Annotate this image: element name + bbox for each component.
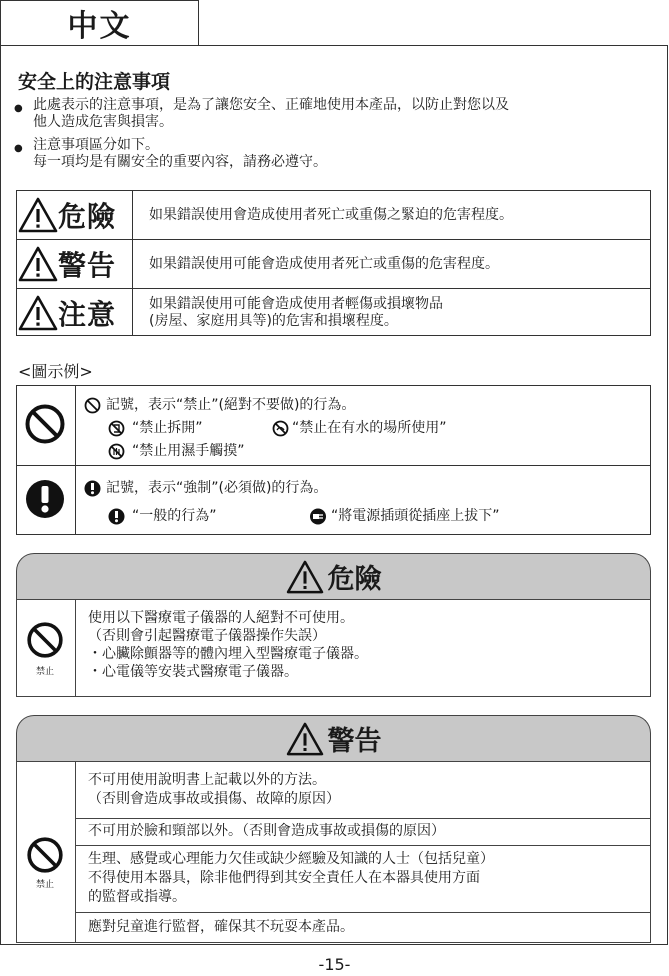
unplug-icon bbox=[309, 508, 327, 525]
warning-row-2: 不可用於臉和頸部以外。（否則會造成事故或損傷的原因） bbox=[88, 823, 445, 839]
no-water-icon bbox=[272, 420, 289, 437]
level-caution-label: 注意 bbox=[18, 291, 116, 335]
intro-text-1: 此處表示的注意事項，是為了讓您安全、正確地使用本產品，以防止對您以及 他人造成危害與損害。 bbox=[33, 97, 509, 130]
warning-triangle-icon bbox=[18, 246, 58, 282]
intro-bullet-2: ● bbox=[14, 143, 23, 154]
warning-row-1: 不可用使用說明書上記載以外的方法。 （否則會造成事故或損傷、故障的原因） bbox=[88, 772, 340, 807]
legend-mandatory-ex2: “將電源插頭從插座上拔下” bbox=[331, 508, 500, 524]
mandatory-icon bbox=[25, 479, 65, 519]
prohibit-icon bbox=[26, 621, 64, 659]
warning-header: 警告 bbox=[16, 715, 651, 761]
legend-title: <圖示例> bbox=[18, 362, 93, 381]
warning-row-4: 應對兒童進行監督，確保其不玩耍本產品。 bbox=[88, 919, 354, 935]
intro-bullet-1: ● bbox=[14, 103, 23, 114]
prohibit-icon bbox=[24, 403, 66, 445]
level-danger-label: 危險 bbox=[18, 193, 116, 237]
warning-row-3: 生理、感覺或心理能力欠佳或缺少經驗及知識的人士（包括兒童） 不得使用本器具，除非他們得到其安全責任人在本器具使用方面 的監督或指導。 bbox=[88, 851, 494, 905]
no-wet-hands-icon bbox=[108, 443, 125, 460]
language-tab-label: 中文 bbox=[67, 9, 132, 44]
level-warning-desc: 如果錯誤使用可能會造成使用者死亡或重傷的危害程度。 bbox=[149, 256, 499, 272]
level-caution-desc: 如果錯誤使用可能會造成使用者輕傷或損壞物品 (房屋、家庭用具等)的危害和損壞程度。 bbox=[149, 296, 443, 329]
page-number: -15- bbox=[318, 955, 351, 974]
legend-prohibit-ex1: “禁止拆開” bbox=[132, 420, 203, 436]
danger-header: 危險 bbox=[16, 553, 651, 599]
warning-icon-label: 禁止 bbox=[36, 880, 55, 890]
danger-icon-label: 禁止 bbox=[36, 667, 55, 677]
intro-text-2: 注意事項區分如下。 每一項均是有關安全的重要內容，請務必遵守。 bbox=[33, 137, 327, 170]
mandatory-small-icon bbox=[84, 480, 101, 497]
warning-triangle-icon bbox=[286, 560, 324, 594]
legend-mandatory-text: 記號，表示“強制”(必須做)的行為。 bbox=[106, 480, 328, 496]
section-title: 安全上的注意事項 bbox=[18, 71, 171, 93]
warning-triangle-icon bbox=[18, 197, 58, 233]
prohibit-icon bbox=[26, 836, 64, 874]
legend-prohibit-ex3: “禁止用濕手觸摸” bbox=[132, 443, 245, 459]
warning-triangle-icon bbox=[18, 295, 58, 331]
language-tab bbox=[0, 0, 199, 46]
danger-text: 使用以下醫療電子儀器的人絕對不可使用。 （否則會引起醫療電子儀器操作失誤） ・心臟除顫器等的體內埋入型醫療電子儀器。 ・心電儀等安裝式醫療電子儀器。 bbox=[88, 610, 368, 680]
level-warning-label: 警告 bbox=[18, 242, 116, 286]
mandatory-general-icon bbox=[108, 508, 125, 525]
prohibit-small-icon bbox=[84, 397, 101, 414]
legend-prohibit-text: 記號，表示“禁止”(絕對不要做)的行為。 bbox=[106, 397, 356, 413]
legend-prohibit-ex2: “禁止在有水的場所使用” bbox=[292, 420, 447, 436]
level-danger-desc: 如果錯誤使用會造成使用者死亡或重傷之緊迫的危害程度。 bbox=[149, 207, 513, 223]
no-disassemble-icon bbox=[108, 420, 125, 437]
legend-mandatory-ex1: “一般的行為” bbox=[132, 508, 217, 524]
warning-triangle-icon bbox=[286, 722, 324, 756]
